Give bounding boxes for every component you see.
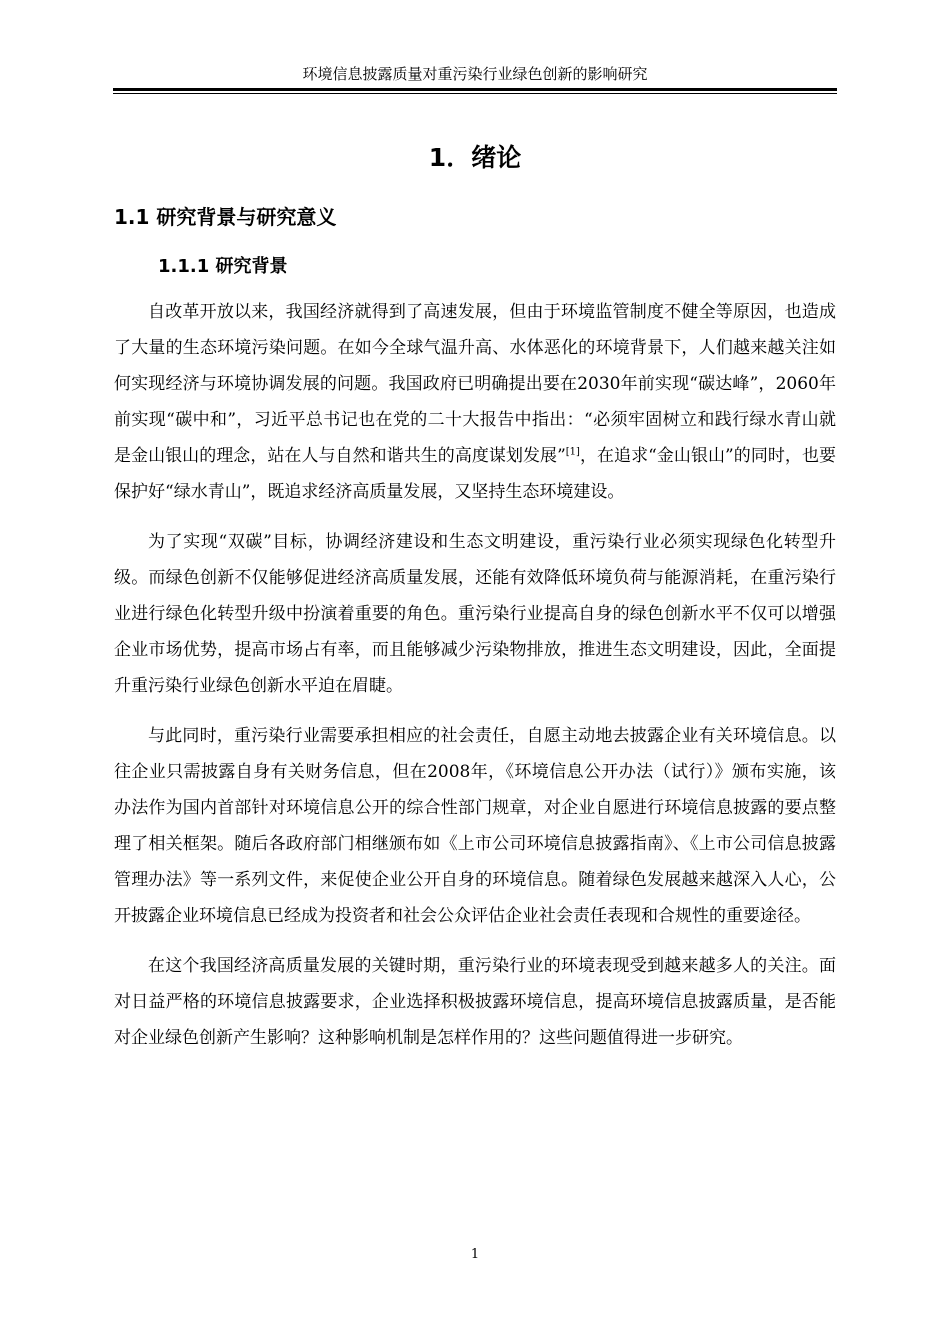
paragraph-3: 与此同时，重污染行业需要承担相应的社会责任，自愿主动地去披露企业有关环境信息。以往企业只需披露自身有关财务信息，但在2008年，《环境信息公开办法（试行）》颁布实施，该办法作为国内首部针对环境信息公开的综合性部门规章，对企业自愿进行环境信息披露的要点整理了相关框架。随后各政府部门相继颁布如《上市公司环境信息披露指南》、《上市公司信息披露管理办法》等一系列文件，来促使企业公开自身的环境信息。随着绿色发展越来越深入人心，公开披露企业环境信息已经成为投资者和社会公众评估企业社会责任表现和合规性的重要途径。 <box>114 726 836 926</box>
subsection-title: 1.1.1 研究背景 <box>158 256 288 277</box>
header-rule-thick <box>113 88 837 91</box>
page-number: 1 <box>470 1247 480 1262</box>
paragraph-2: 为了实现“双碳”目标，协调经济建设和生态文明建设，重污染行业必须实现绿色化转型升级。而绿色创新不仅能够促进经济高质量发展，还能有效降低环境负荷与能源消耗，在重污染行业进行绿色化转型升级中扮演着重要的角色。重污染行业提高自身的绿色创新水平不仅可以增强企业市场优势，提高市场占有率，而且能够减少污染物排放，推进生态文明建设，因此，全面提升重污染行业绿色创新水平迫在眉睫。 <box>114 532 836 696</box>
paragraph-1-text-a: 自改革开放以来，我国经济就得到了高速发展，但由于环境监管制度不健全等原因，也造成了大量的生态环境污染问题。在如今全球气温升高、水体恶化的环境背景下，人们越来越关注如何实现经济与环境协调发展的问题。我国政府已明确提出要在2030年前实现“碳达峰”，2060年前实现“碳中和”，习近平总书记也在党的二十大报告中指出：“必须牢固树立和践行绿水青山就是金山银山的理念，站在人与自然和谐共生的高度谋划发展” <box>114 302 836 466</box>
running-header: 环境信息披露质量对重污染行业绿色创新的影响研究 <box>302 65 648 83</box>
chapter-title: 1．绪论 <box>428 143 522 172</box>
section-title: 1.1 研究背景与研究意义 <box>114 205 337 229</box>
header-rule-thin <box>113 93 837 94</box>
citation-marker: [1] <box>565 446 580 458</box>
paragraph-1-text-b: ，在追求“金山银山”的同时，也要保护好“绿水青山”，既追求经济高质量发展，又坚持生态环境建设。 <box>114 446 836 502</box>
paragraph-1 <box>114 294 836 510</box>
body-text <box>114 294 836 1070</box>
paragraph-4: 在这个我国经济高质量发展的关键时期，重污染行业的环境表现受到越来越多人的关注。面对日益严格的环境信息披露要求，企业选择积极披露环境信息，提高环境信息披露质量，是否能对企业绿色创新产生影响？这种影响机制是怎样作用的？这些问题值得进一步研究。 <box>114 956 836 1048</box>
